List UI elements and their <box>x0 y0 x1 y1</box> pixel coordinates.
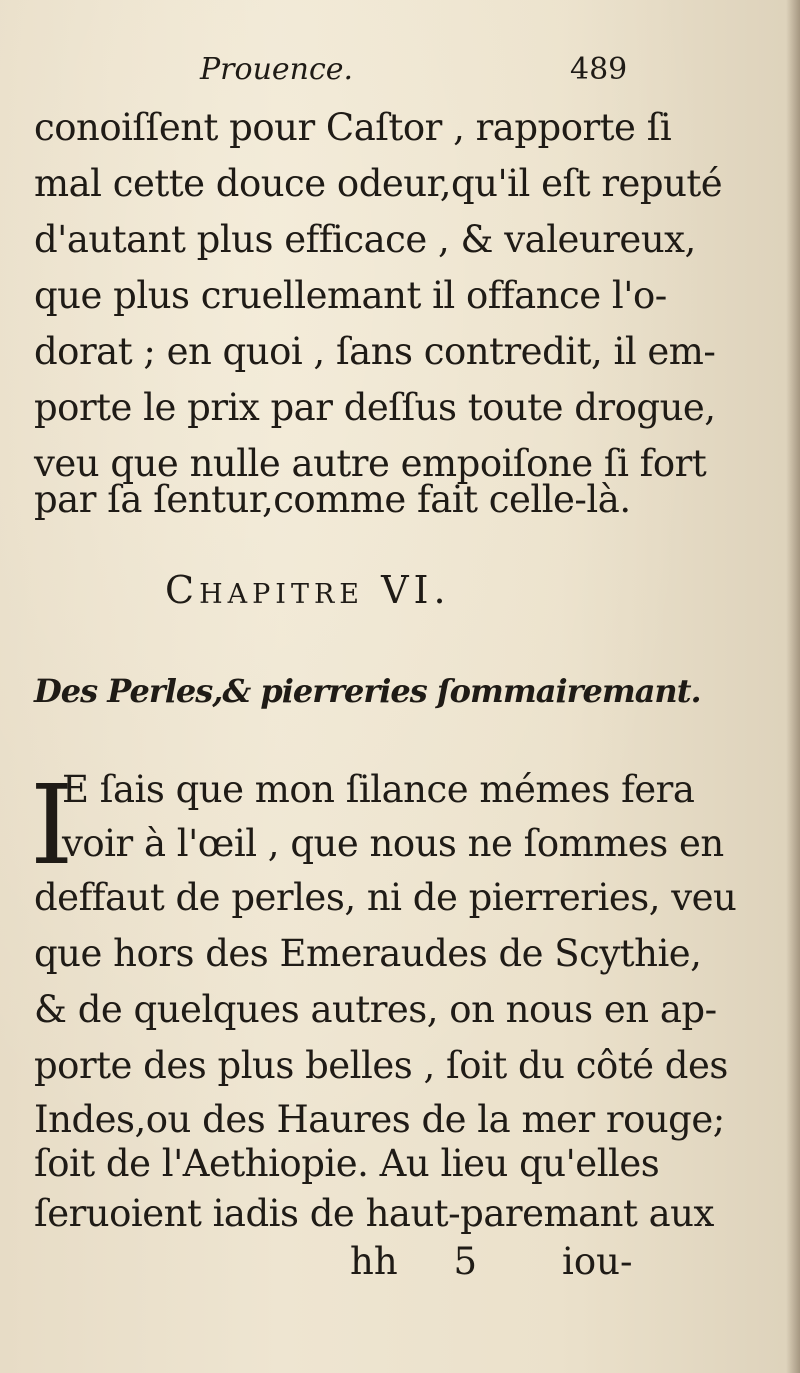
signature-number: 5 <box>453 1240 477 1283</box>
text-line: par ſa ſentur,comme fait celle-là. <box>34 478 631 521</box>
text-line: Indes,ou des Haures de la mer rouge; <box>34 1098 725 1141</box>
text-line: ſeruoient iadis de haut-paremant aux <box>34 1192 714 1235</box>
text-line: porte des plus belles , ſoit du côté des <box>34 1044 728 1087</box>
text-line: voir à l'œil , que nous ne ſommes en <box>62 822 724 865</box>
page-number: 489 <box>570 52 628 87</box>
text-line: que plus cruellemant il offance l'o- <box>34 274 667 317</box>
text-line: dorat ; en quoi , ſans contredit, il em- <box>34 330 716 373</box>
signature-mark: hh <box>350 1240 398 1283</box>
page-footer <box>350 1240 633 1283</box>
text-line: porte le prix par deſſus toute drogue, <box>34 386 716 429</box>
chapter-heading: Chapitre VI. <box>165 568 451 612</box>
chapter-subtitle: Des Perles,& pierreries ſommairemant. <box>34 672 701 710</box>
text-line: d'autant plus efficace , & valeureux, <box>34 218 696 261</box>
text-line: mal cette douce odeur,qu'il eſt reputé <box>34 162 723 205</box>
text-line: & de quelques autres, on nous en ap- <box>34 988 717 1031</box>
running-title: Prouence. <box>200 52 354 87</box>
text-line: E ſais que mon ſilance mémes fera <box>62 768 695 811</box>
text-line: deffaut de perles, ni de pierreries, veu <box>34 876 737 919</box>
text-line: que hors des Emeraudes de Scythie, <box>34 932 702 975</box>
text-line: conoiſſent pour Caſtor , rapporte ſi <box>34 106 672 149</box>
catchword: iou- <box>562 1240 633 1283</box>
page-edge-shadow <box>786 0 800 1373</box>
text-line: ſoit de l'Aethiopie. Au lieu qu'elles <box>34 1142 660 1185</box>
drop-cap: I <box>30 761 74 889</box>
text-line: veu que nulle autre empoiſone ſi fort <box>34 442 707 485</box>
